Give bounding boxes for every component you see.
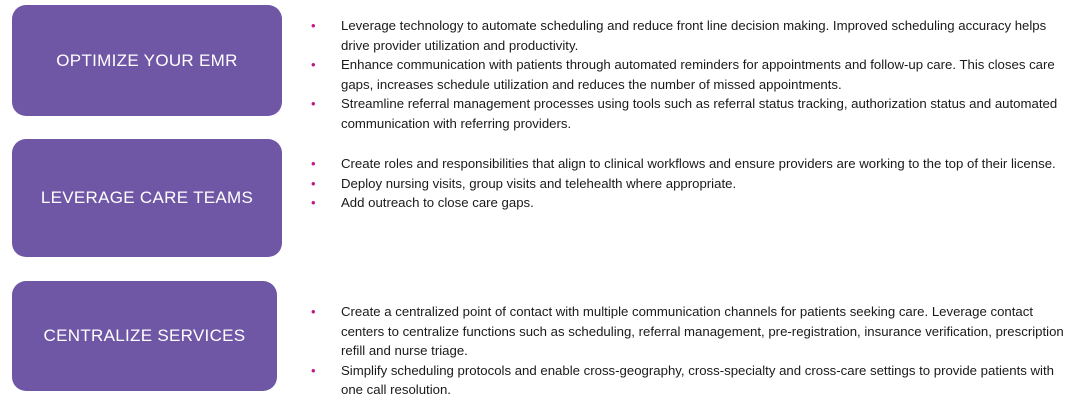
bullet-icon: • — [311, 57, 316, 72]
bullet-icon: • — [311, 304, 316, 319]
bullet-icon: • — [311, 18, 316, 33]
bullet-list-centralize-services — [308, 302, 1068, 400]
list-item — [308, 55, 1068, 94]
bullet-list-leverage-care-teams — [308, 154, 1068, 213]
section-title: LEVERAGE CARE TEAMS — [40, 188, 254, 207]
bullet-text: Create roles and responsibilities that align to clinical workflows and ensure providers are working to the top of their license. — [341, 156, 1056, 171]
bullet-text: Add outreach to close care gaps. — [341, 195, 534, 210]
section-box-optimize-emr — [12, 5, 282, 116]
bullet-text: Simplify scheduling protocols and enable cross-geography, cross-specialty and cross-care settings to provide patients with one call resolution. — [341, 362, 1054, 397]
list-item — [308, 154, 1068, 174]
bullet-icon: • — [311, 175, 316, 191]
bullet-text: Enhance communication with patients through automated reminders for appointments and follow-up care. This closes care gaps, increases schedule utilization and reduces the number of missed appointments. — [341, 57, 1055, 92]
list-item — [308, 94, 1068, 133]
section-title: CENTRALIZE SERVICES — [43, 326, 246, 345]
bullet-icon: • — [311, 96, 316, 111]
list-item — [308, 16, 1068, 55]
section-title: OPTIMIZE YOUR EMR — [56, 50, 238, 70]
bullet-list-optimize-emr — [308, 16, 1068, 133]
bullet-text: Leverage technology to automate scheduling and reduce front line decision making. Improved scheduling accuracy helps drive provider utilization and productivity. — [341, 18, 1047, 53]
section-box-centralize-services — [12, 281, 277, 391]
bullet-text: Create a centralized point of contact with multiple communication channels for patients seeking care. Leverage contact centers to centralize functions such as scheduling, referral management, pre-registration, insurance verification, prescription refill and nurse triage. — [341, 304, 1064, 358]
bullet-text: Streamline referral management processes using tools such as referral status tracking, authorization status and automated communication with referring providers. — [341, 96, 1058, 131]
list-item — [308, 302, 1068, 361]
list-item — [308, 174, 1068, 194]
bullet-icon: • — [311, 362, 316, 378]
bullet-icon: • — [311, 156, 316, 171]
list-item — [308, 361, 1068, 400]
bullet-text: Deploy nursing visits, group visits and telehealth where appropriate. — [341, 175, 737, 191]
bullet-icon: • — [311, 195, 316, 210]
list-item — [308, 193, 1068, 213]
section-box-leverage-care-teams — [12, 139, 282, 257]
